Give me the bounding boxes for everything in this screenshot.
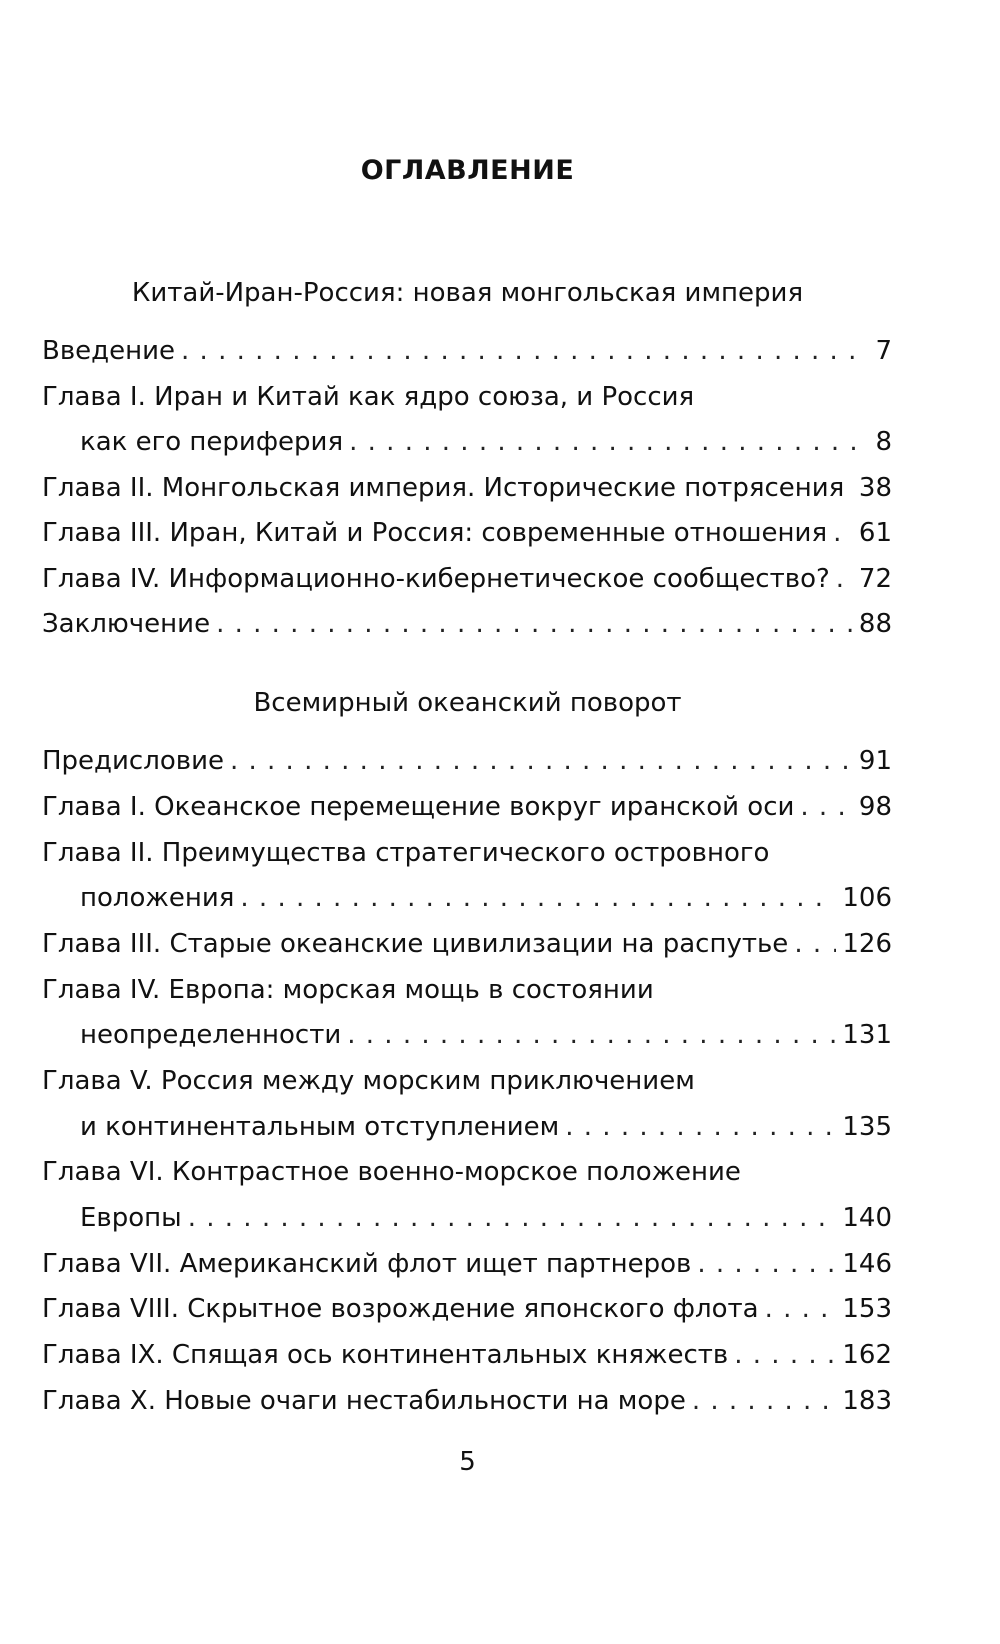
section-title-2: Всемирный океанский поворот <box>253 688 682 718</box>
toc-entry[interactable] <box>42 607 892 641</box>
dot-leader <box>697 1247 836 1281</box>
toc-entry-page: 98 <box>858 792 892 822</box>
toc-entry-first-line[interactable]: Глава IV. Европа: морская мощь в состоянии <box>42 975 654 1005</box>
toc-entry-first-line[interactable]: Глава VI. Контрастное военно-морское положение <box>42 1157 741 1187</box>
toc-entry-label: неопределенности <box>80 1020 342 1050</box>
toc-entry-label: Заключение <box>42 609 211 639</box>
dot-leader <box>850 471 853 505</box>
toc-entry[interactable] <box>42 1384 892 1418</box>
dot-leader <box>800 790 853 824</box>
toc-entry[interactable] <box>80 1018 892 1052</box>
dot-leader <box>833 516 853 550</box>
toc-entry[interactable] <box>42 562 892 596</box>
toc-entry-page: 38 <box>858 473 892 503</box>
toc-entry-label: Предисловие <box>42 746 224 776</box>
toc-entry-page: 162 <box>842 1340 892 1370</box>
dot-leader <box>240 881 836 915</box>
page-title: ОГЛАВЛЕНИЕ <box>360 155 575 186</box>
dot-leader <box>188 1201 837 1235</box>
toc-entry[interactable] <box>80 1110 892 1144</box>
page-number: 5 <box>459 1447 476 1477</box>
toc-entry[interactable] <box>42 790 892 824</box>
dot-leader <box>216 607 853 641</box>
dot-leader <box>734 1338 836 1372</box>
dot-leader <box>347 1018 836 1052</box>
dot-leader <box>349 425 869 459</box>
toc-entry-page: 146 <box>842 1249 892 1279</box>
toc-entry-label: Глава IX. Спящая ось континентальных княжеств <box>42 1340 729 1370</box>
toc-entry[interactable] <box>42 471 892 505</box>
toc-entry-label: Введение <box>42 336 176 366</box>
dot-leader <box>692 1384 837 1418</box>
toc-entry[interactable] <box>80 881 892 915</box>
toc-entry-first-line[interactable]: Глава I. Иран и Китай как ядро союза, и Россия <box>42 382 695 412</box>
section-title-1: Китай-Иран-Россия: новая монгольская империя <box>131 278 804 308</box>
toc-entry-first-line[interactable]: Глава II. Преимущества стратегического островного <box>42 838 770 868</box>
dot-leader <box>181 334 869 368</box>
toc-entry[interactable] <box>42 516 892 550</box>
toc-entry-page: 135 <box>842 1112 892 1142</box>
toc-entry-page: 91 <box>858 746 892 776</box>
dot-leader <box>230 744 853 778</box>
toc-entry-label: Глава III. Старые океанские цивилизации на распутье <box>42 929 789 959</box>
toc-entry[interactable] <box>80 425 892 459</box>
toc-entry-page: 61 <box>858 518 892 548</box>
dot-leader <box>836 562 853 596</box>
toc-entry-label: как его периферия <box>80 427 344 457</box>
toc-entry-label: Глава VIII. Скрытное возрождение японского флота <box>42 1294 759 1324</box>
toc-entry[interactable] <box>42 1292 892 1326</box>
toc-entry-page: 72 <box>858 564 892 594</box>
toc-entry-label: положения <box>80 883 235 913</box>
toc-entry-page: 8 <box>875 427 892 457</box>
toc-entry-page: 106 <box>842 883 892 913</box>
toc-entry[interactable] <box>80 1201 892 1235</box>
toc-entry-label: Глава III. Иран, Китай и Россия: современные отношения <box>42 518 828 548</box>
toc-entry-page: 7 <box>875 336 892 366</box>
toc-entry-page: 183 <box>842 1386 892 1416</box>
toc-entry-label: Европы <box>80 1203 182 1233</box>
toc-entry-page: 88 <box>858 609 892 639</box>
toc-entry[interactable] <box>42 927 892 961</box>
toc-entry-label: Глава II. Монгольская империя. Исторические потрясения <box>42 473 845 503</box>
toc-entry-page: 153 <box>842 1294 892 1324</box>
toc-entry-label: Глава VII. Американский флот ищет партнеров <box>42 1249 692 1279</box>
toc-entry[interactable] <box>42 744 892 778</box>
toc-entry[interactable] <box>42 1247 892 1281</box>
toc-entry-label: Глава I. Океанское перемещение вокруг иранской оси <box>42 792 795 822</box>
toc-entry-page: 131 <box>842 1020 892 1050</box>
toc-entry-label: Глава IV. Информационно-кибернетическое сообщество? <box>42 564 830 594</box>
toc-entry[interactable] <box>42 1338 892 1372</box>
toc-entry-page: 126 <box>842 929 892 959</box>
dot-leader <box>794 927 836 961</box>
dot-leader <box>565 1110 836 1144</box>
toc-entry-first-line[interactable]: Глава V. Россия между морским приключением <box>42 1066 695 1096</box>
toc-entry-page: 140 <box>842 1203 892 1233</box>
toc-entry-label: и континентальным отступлением <box>80 1112 560 1142</box>
toc-entry-label: Глава X. Новые очаги нестабильности на море <box>42 1386 686 1416</box>
toc-entry[interactable] <box>42 334 892 368</box>
dot-leader <box>765 1292 837 1326</box>
